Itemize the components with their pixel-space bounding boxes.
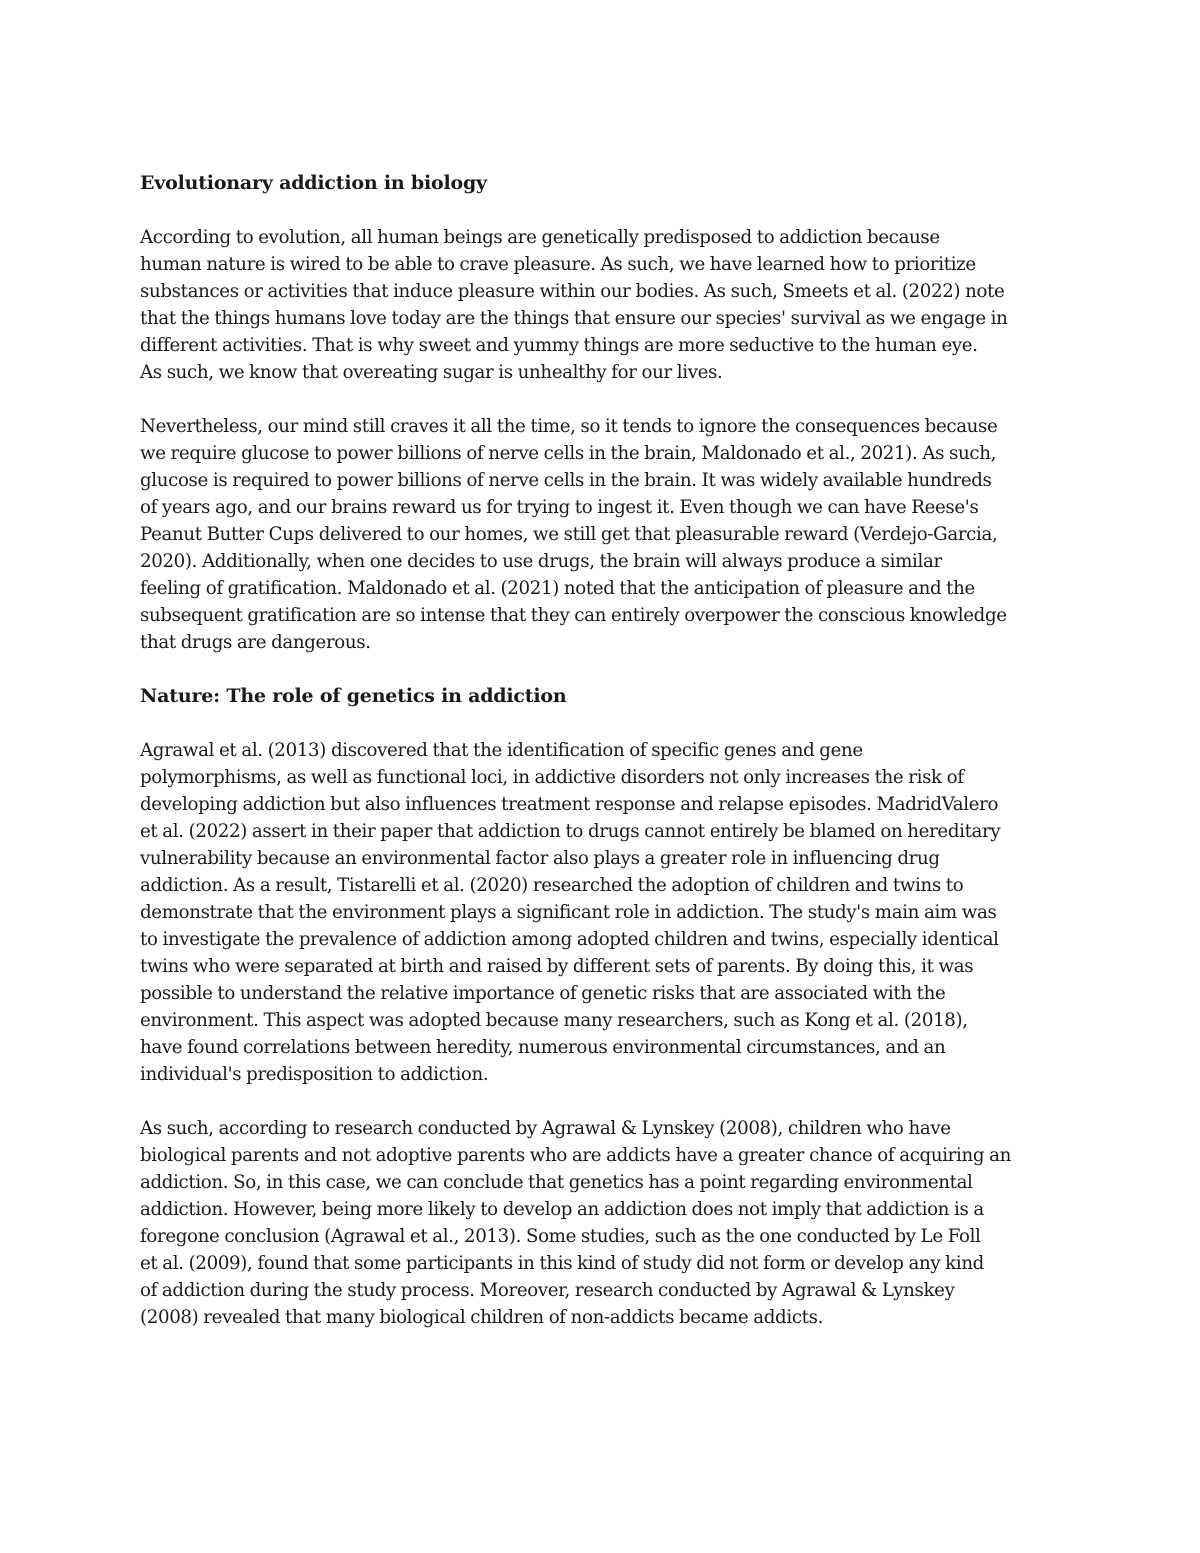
text-line: glucose is required to power billions of nerve cells in the brain. It was widely available hundreds [140,470,992,491]
text-line: demonstrate that the environment plays a significant role in addiction. The study's main aim was [140,902,997,923]
text-line: possible to understand the relative importance of genetic risks that are associated with the [140,983,946,1004]
text-line: Nevertheless, our mind still craves it all the time, so it tends to ignore the consequences because [140,416,998,437]
text-line: addiction. As a result, Tistarelli et al. (2020) researched the adoption of children and twins to [140,875,964,896]
text-line: of addiction during the study process. Moreover, research conducted by Agrawal & Lynskey [140,1280,955,1301]
text-line: polymorphisms, as well as functional loci, in addictive disorders not only increases the risk of [140,767,964,788]
text-line: feeling of gratification. Maldonado et al. (2021) noted that the anticipation of pleasure and the [140,578,975,599]
text-line: we require glucose to power billions of nerve cells in the brain, Maldonado et al., 2021). As such, [140,443,997,464]
section-heading: Evolutionary addiction in biology [140,172,487,194]
text-line: As such, we know that overeating sugar is unhealthy for our lives. [140,362,723,383]
text-line: Peanut Butter Cups delivered to our homes, we still get that pleasurable reward (Verdejo-Garcia, [140,524,998,545]
text-line: different activities. That is why sweet and yummy things are more seductive to the human eye. [140,335,978,356]
text-line: addiction. However, being more likely to develop an addiction does not imply that addiction is a [140,1199,984,1220]
text-line: As such, according to research conducted by Agrawal & Lynskey (2008), children who have [140,1118,951,1139]
text-line: addiction. So, in this case, we can conclude that genetics has a point regarding environmental [140,1172,973,1193]
text-line: (2008) revealed that many biological children of non-addicts became addicts. [140,1307,824,1328]
paragraph [140,413,1065,656]
paragraph [140,224,1065,386]
text-line: have found correlations between heredity, numerous environmental circumstances, and an [140,1037,946,1058]
text-line: individual's predisposition to addiction. [140,1064,489,1085]
text-line: substances or activities that induce pleasure within our bodies. As such, Smeets et al. (2022) note [140,281,1005,302]
text-line: foregone conclusion (Agrawal et al., 2013). Some studies, such as the one conducted by Le Foll [140,1226,981,1247]
text-line: vulnerability because an environmental factor also plays a greater role in influencing drug [140,848,940,869]
text-line: human nature is wired to be able to crave pleasure. As such, we have learned how to prioritize [140,254,976,275]
paragraph [140,1115,1065,1331]
text-line: 2020). Additionally, when one decides to use drugs, the brain will always produce a similar [140,551,942,572]
text-line: that the things humans love today are the things that ensure our species' survival as we engage in [140,308,1008,329]
text-line: et al. (2022) assert in their paper that addiction to drugs cannot entirely be blamed on hereditary [140,821,1001,842]
text-line: et al. (2009), found that some participants in this kind of study did not form or develop any kind [140,1253,984,1274]
text-line: to investigate the prevalence of addiction among adopted children and twins, especially identical [140,929,999,950]
text-line: twins who were separated at birth and raised by different sets of parents. By doing this, it was [140,956,974,977]
text-line: of years ago, and our brains reward us for trying to ingest it. Even though we can have Reese's [140,497,979,518]
document-body [140,170,1065,1358]
section-heading: Nature: The role of genetics in addiction [140,685,567,707]
text-line: that drugs are dangerous. [140,632,371,653]
text-line: Agrawal et al. (2013) discovered that the identification of specific genes and gene [140,740,863,761]
text-line: biological parents and not adoptive parents who are addicts have a greater chance of acquiring an [140,1145,1011,1166]
text-line: subsequent gratification are so intense that they can entirely overpower the conscious knowledge [140,605,1007,626]
text-line: environment. This aspect was adopted because many researchers, such as Kong et al. (2018), [140,1010,968,1031]
text-line: developing addiction but also influences treatment response and relapse episodes. MadridValero [140,794,999,815]
text-line: According to evolution, all human beings are genetically predisposed to addiction because [140,227,940,248]
paragraph [140,737,1065,1088]
